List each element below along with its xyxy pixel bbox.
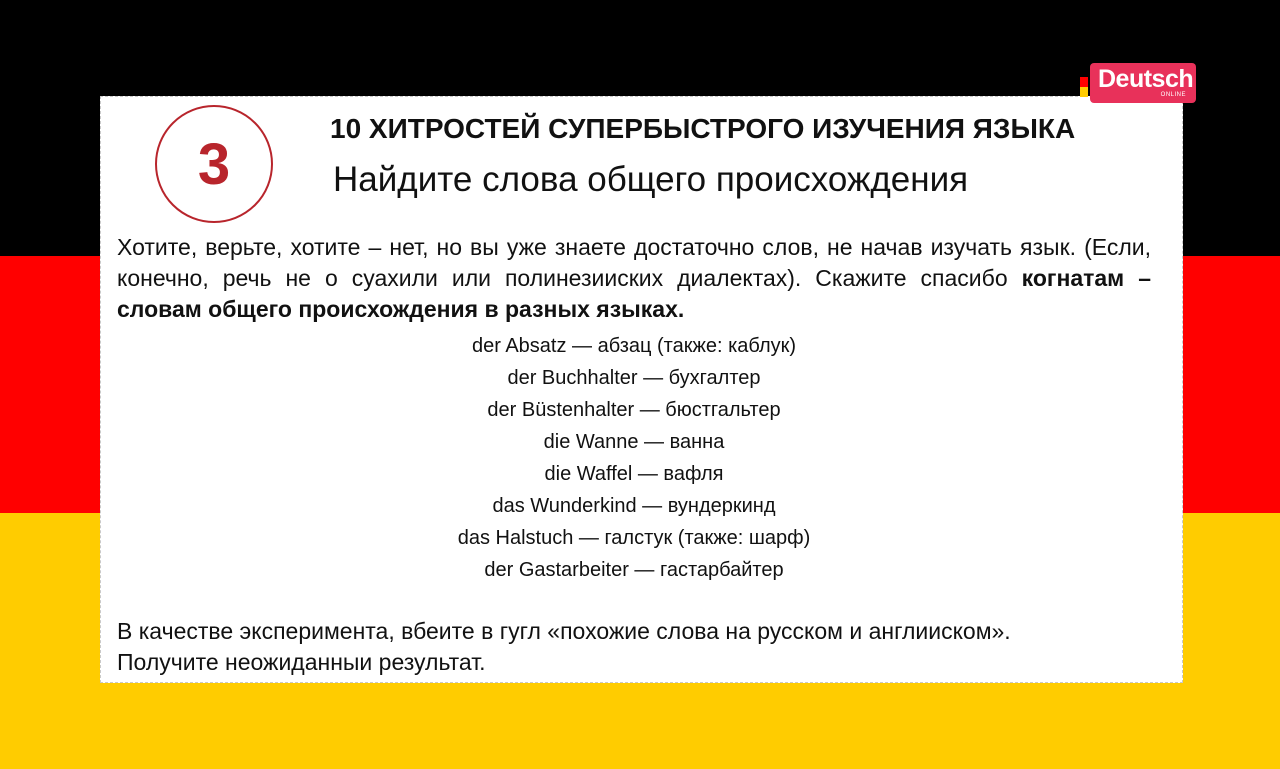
word-item: das Wunderkind — вундеркинд: [492, 495, 776, 517]
word-item: die Wanne — ванна: [543, 431, 725, 453]
page-subtitle: Найдите слова общего происхождения: [333, 160, 969, 199]
page-title: 10 ХИТРОСТЕЙ СУПЕРБЫСТРОГО ИЗУЧЕНИЯ ЯЗЫКА: [330, 113, 1076, 144]
word-item: die Waffel — вафля: [544, 463, 724, 485]
word-item: das Halstuch — галстук (также: шарф): [457, 527, 811, 549]
logo-badge: [1090, 63, 1196, 103]
word-item: der Absatz — абзац (также: каблук): [471, 335, 797, 357]
word-item: der Büstenhalter — бюстгальтер: [487, 399, 781, 421]
intro-bold-text: когнатам – словам общего происхождения в разных языках.: [117, 265, 1151, 322]
logo-subword: ONLINE: [1160, 92, 1186, 98]
tip-number-badge: [155, 105, 273, 223]
outro-line-2: Получите неожиданныи результат.: [117, 649, 486, 675]
cognate-word-list: [117, 330, 1151, 586]
logo-word: Deutsch: [1098, 65, 1194, 93]
outro-line-1: В качестве эксперимента, вбеите в гугл «похожие слова на русском и англииском».: [117, 618, 1011, 644]
word-item: der Gastarbeiter — гастарбайтер: [484, 559, 784, 581]
tip-number: 3: [197, 131, 231, 197]
intro-paragraph: [117, 232, 1151, 325]
outro-paragraph: [117, 616, 1157, 678]
word-item: der Buchhalter — бухгалтер: [507, 367, 761, 389]
deutsch-online-logo: [1078, 63, 1198, 103]
intro-text: Хотите, верьте, хотите – нет, но вы уже знаете достаточно слов, не начав изучать язык. (Если, конечно, речь не о суахили или полинезииских диалектах). Скажите спасибо: [117, 234, 1151, 291]
logo-flag-icon: [1080, 67, 1088, 97]
